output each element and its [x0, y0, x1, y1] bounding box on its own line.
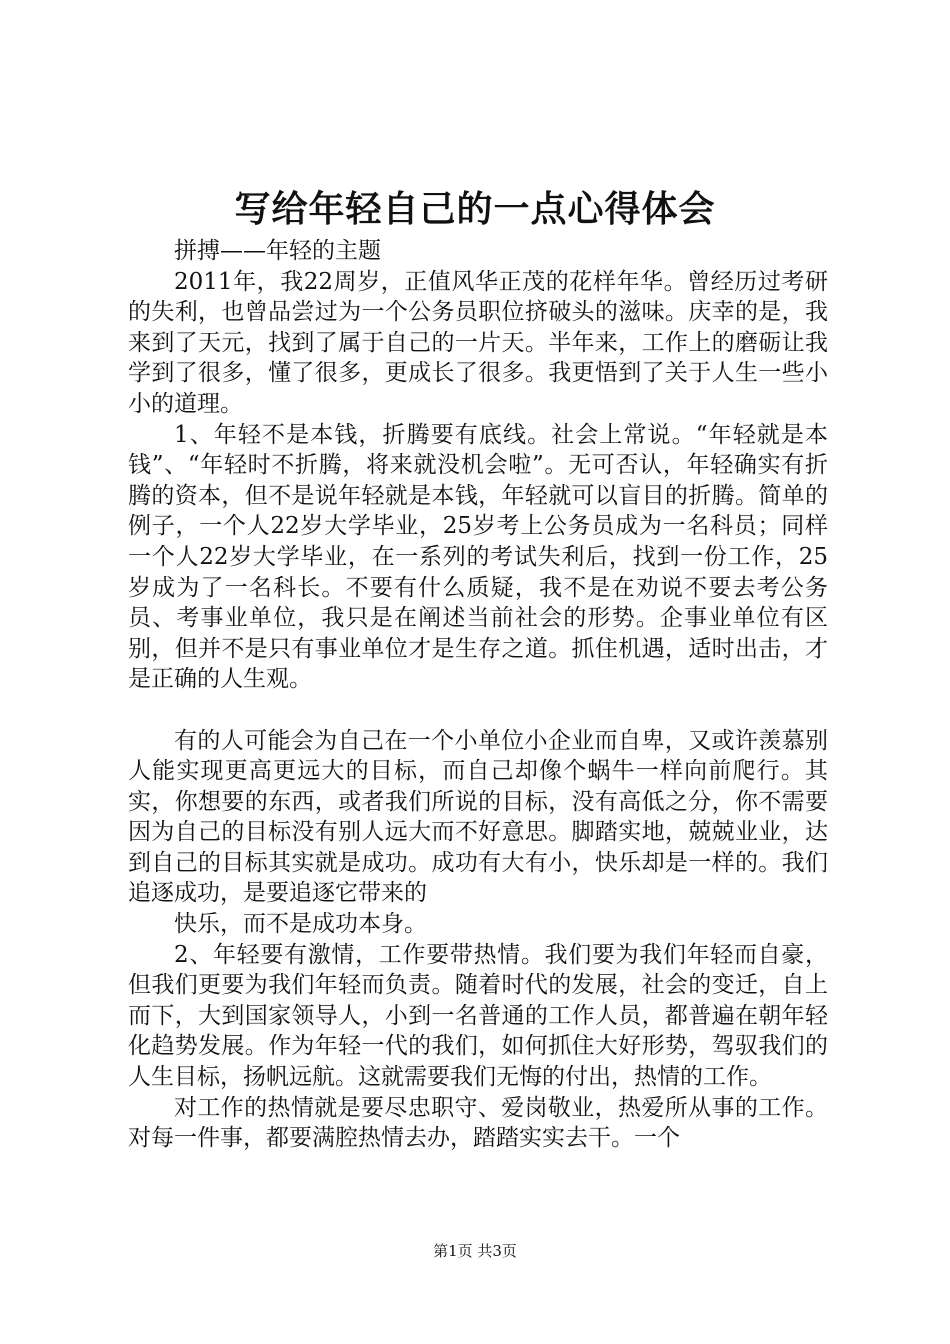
- paragraph-point-2: 2、年轻要有激情，工作要带热情。我们要为我们年轻而自豪，但我们更要为我们年轻而负责。随着时代的发展，社会的变迁，自上而下，大到国家领导人，小到一名普通的工作人员，都普遍在朝年轻化趋势发展。作为年轻一代的我们，如何抓住大好形势，驾驭我们的人生目标，扬帆远航。这就需要我们无悔的付出，热情的工作。: [128, 941, 828, 1091]
- document-title: 写给年轻自己的一点心得体会: [234, 188, 716, 230]
- paragraph-point-1: 1、年轻不是本钱，折腾要有底线。社会上常说。“年轻就是本钱”、“年轻时不折腾，将来就没机会啦”。无可否认，年轻确实有折腾的资本，但不是说年轻就是本钱，年轻就可以盲目的折腾。简单的例子，一个人22岁大学毕业，25岁考上公务员成为一名科员；同样一个人22岁大学毕业，在一系列的考试失利后，找到一份工作，25岁成为了一名科长。不要有什么质疑，我不是在劝说不要去考公务员、考事业单位，我只是在阐述当前社会的形势。企事业单位有区别，但并不是只有事业单位才是生存之道。抓住机遇，适时出击，才是正确的人生观。: [128, 421, 828, 693]
- paragraph-success-continued: 快乐，而不是成功本身。: [174, 911, 427, 938]
- paragraph-passion: 对工作的热情就是要尽忠职守、爱岗敬业，热爱所从事的工作。对每一件事，都要满腔热情去办，踏踏实实去干。一个: [128, 1094, 828, 1152]
- paragraph-intro: 2011年，我22周岁，正值风华正茂的花样年华。曾经历过考研的失利，也曾品尝过为一个公务员职位挤破头的滋味。庆幸的是，我来到了天元，找到了属于自己的一片天。半年来，工作上的磨砺让我学到了很多，懂了很多，更成长了很多。我更悟到了关于人生一些小小的道理。: [128, 268, 828, 417]
- paragraph-success: 有的人可能会为自己在一个小单位小企业而自卑，又或许羡慕别人能实现更高更远大的目标，而自己却像个蜗牛一样向前爬行。其实，你想要的东西，或者我们所说的目标，没有高低之分，你不需要因为自己的目标没有别人远大而不好意思。脚踏实地，兢兢业业，达到自己的目标其实就是成功。成功有大有小，快乐却是一样的。我们追逐成功，是要追逐它带来的: [128, 727, 828, 907]
- document-subtitle: 拼搏——年轻的主题: [174, 238, 381, 264]
- page-footer: 第1页 共3页: [433, 1242, 517, 1260]
- document-body: [128, 236, 828, 1154]
- paragraph-spacer: [128, 695, 828, 726]
